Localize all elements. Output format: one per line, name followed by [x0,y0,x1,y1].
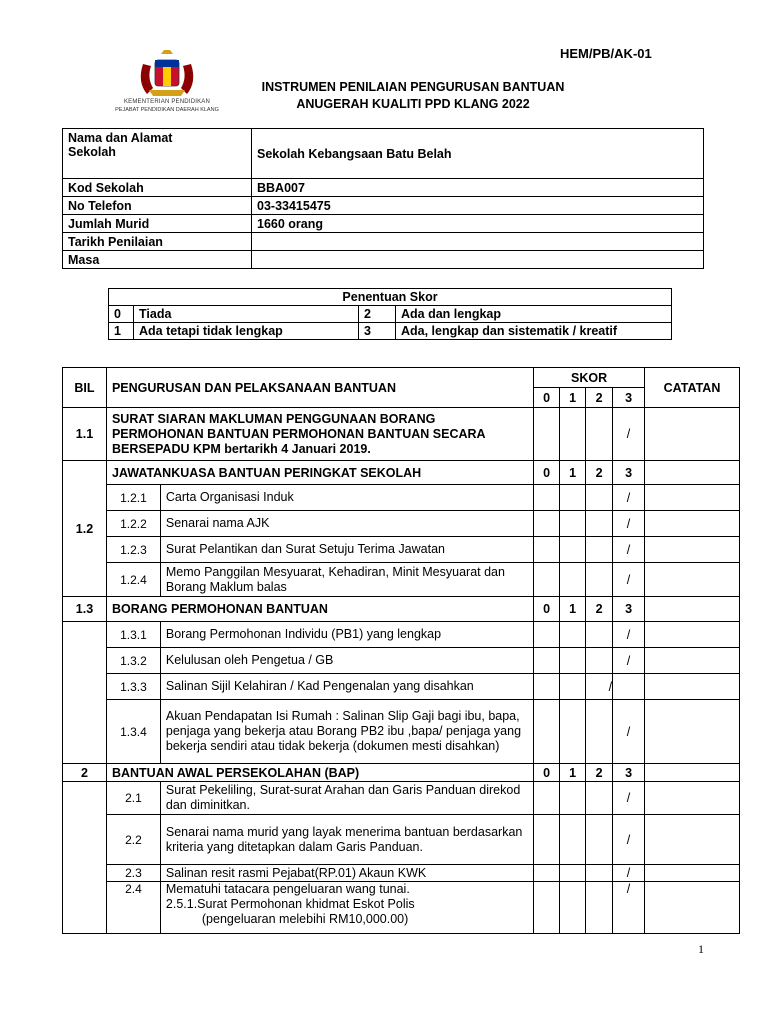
row-bil: 1.2 [63,461,107,597]
info-value: 03-33415475 [252,197,704,215]
score-label-1: 1 [560,461,586,485]
score-cell-3[interactable] [613,674,645,700]
item-number: 2.1 [106,782,160,815]
score-cell-3[interactable]: / [613,485,645,511]
section-heading-row [63,764,740,782]
score-label-1: 1 [560,764,586,782]
item-number: 2.3 [106,865,160,882]
score-label-0: 0 [534,461,560,485]
catatan-cell[interactable] [645,648,740,674]
document-code: HEM/PB/AK-01 [560,46,652,61]
score-cell-2[interactable]: / [586,674,613,700]
table-row [63,782,740,815]
header-score-1: 1 [560,388,586,408]
item-number: 1.3.4 [106,700,160,764]
score-cell-2[interactable] [586,882,613,934]
score-legend-number: 3 [359,323,396,340]
row-bil: 1.1 [63,408,107,461]
table-row [63,537,740,563]
item-text: Surat Pekeliling, Surat-surat Arahan dan Garis Panduan direkod dan diminitkan. [160,782,533,815]
catatan-cell[interactable] [645,597,740,622]
catatan-cell[interactable] [645,674,740,700]
score-label-2: 2 [586,764,613,782]
score-cell-3[interactable]: / [613,408,645,461]
catatan-cell[interactable] [645,537,740,563]
score-cell-2[interactable] [586,700,613,764]
item-subtext-note: (pengeluaran melebihi RM10,000.00) [201,912,409,926]
info-value [252,233,704,251]
score-cell-1[interactable] [560,700,586,764]
item-text: Salinan Sijil Kelahiran / Kad Pengenalan yang disahkan [160,674,533,700]
assessment-table [62,367,740,934]
score-legend-text: Tiada [134,306,359,323]
score-label-0: 0 [534,597,560,622]
score-cell-2[interactable] [586,563,613,597]
section-heading: BORANG PERMOHONAN BANTUAN [106,597,533,622]
item-number: 1.2.4 [106,563,160,597]
score-cell-0[interactable] [534,537,560,563]
item-text: Memo Panggilan Mesyuarat, Kehadiran, Minit Mesyuarat dan Borang Maklum balas [160,563,533,597]
score-label-0: 0 [534,764,560,782]
table-row [63,865,740,882]
item-text: Salinan resit rasmi Pejabat(RP.01) Akaun KWK [160,865,533,882]
catatan-cell[interactable] [645,882,740,934]
score-cell-3[interactable]: / [613,782,645,815]
score-cell-2[interactable] [586,865,613,882]
info-label: Nama dan Alamat Sekolah [63,129,252,179]
table-row [63,563,740,597]
catatan-cell[interactable] [645,563,740,597]
info-value [252,251,704,269]
score-cell-3[interactable]: / [613,815,645,865]
score-legend-number: 0 [109,306,134,323]
section-heading: BANTUAN AWAL PERSEKOLAHAN (BAP) [106,764,533,782]
item-text: Akuan Pendapatan Isi Rumah : Salinan Slip Gaji bagi ibu, bapa, penjaga yang bekerja atau Borang PB2 ibu ,bapa/ penjaga yang bekerja sendiri atau tidak bekerja (dokumen mesti disahkan) [160,700,533,764]
score-label-2: 2 [586,461,613,485]
score-cell-0[interactable] [534,674,560,700]
score-cell-1[interactable] [560,537,586,563]
score-cell-0[interactable] [534,622,560,648]
score-cell-1[interactable] [560,408,586,461]
info-label: Kod Sekolah [63,179,252,197]
header-pengurusan: PENGURUSAN DAN PELAKSANAAN BANTUAN [106,368,533,408]
item-number: 1.2.1 [106,485,160,511]
table-row [63,815,740,865]
score-label-3: 3 [613,461,645,485]
catatan-cell[interactable] [645,700,740,764]
info-value: BBA007 [252,179,704,197]
catatan-cell[interactable] [645,485,740,511]
item-number: 1.3.3 [106,674,160,700]
catatan-cell[interactable] [645,622,740,648]
section-heading: JAWATANKUASA BANTUAN PERINGKAT SEKOLAH [106,461,533,485]
score-cell-0[interactable] [534,700,560,764]
item-text-block [160,882,533,934]
table-row [63,648,740,674]
header-skor: SKOR [534,368,645,388]
score-legend-text: Ada tetapi tidak lengkap [134,323,359,340]
catatan-cell[interactable] [645,511,740,537]
score-cell-2[interactable] [586,648,613,674]
score-cell-1[interactable] [560,622,586,648]
item-number: 1.2.3 [106,537,160,563]
score-cell-1[interactable] [560,882,586,934]
item-number: 2.4 [106,882,160,934]
score-legend-title: Penentuan Skor [109,289,672,306]
item-number: 1.2.2 [106,511,160,537]
item-text: Mematuhi tatacara pengeluaran wang tunai. [165,882,410,896]
score-cell-2[interactable] [586,815,613,865]
info-value: 1660 orang [252,215,704,233]
score-label-1: 1 [560,597,586,622]
document-title-line2: ANUGERAH KUALITI PPD KLANG 2022 [296,97,530,111]
score-cell-3[interactable]: / [613,511,645,537]
table-row [63,882,740,934]
section-heading-row [63,597,740,622]
item-text: Kelulusan oleh Pengetua / GB [160,648,533,674]
row-bil: 2 [63,764,107,782]
table-row [63,511,740,537]
score-cell-1[interactable] [560,815,586,865]
item-number: 1.3.2 [106,648,160,674]
info-value: Sekolah Kebangsaan Batu Belah [252,129,704,179]
info-label: Jumlah Murid [63,215,252,233]
score-cell-0[interactable] [534,865,560,882]
score-cell-0[interactable] [534,882,560,934]
score-cell-2[interactable] [586,511,613,537]
score-cell-1[interactable] [560,782,586,815]
school-info-table [62,128,704,269]
catatan-cell[interactable] [645,815,740,865]
item-number: 1.3.1 [106,622,160,648]
catatan-cell[interactable] [645,461,740,485]
section-heading-row [63,461,740,485]
catatan-cell[interactable] [645,408,740,461]
score-cell-2[interactable] [586,622,613,648]
item-text: Senarai nama AJK [160,511,533,537]
score-cell-3[interactable]: / [613,537,645,563]
item-text: Borang Permohonan Individu (PB1) yang lengkap [160,622,533,648]
info-label: Tarikh Penilaian [63,233,252,251]
header-score-3: 3 [613,388,645,408]
score-legend-text: Ada dan lengkap [396,306,672,323]
table-row [63,700,740,764]
header-score-2: 2 [586,388,613,408]
score-cell-3[interactable]: / [613,700,645,764]
score-cell-3[interactable]: / [613,882,645,934]
score-cell-0[interactable] [534,815,560,865]
score-cell-2[interactable] [586,408,613,461]
score-cell-0[interactable] [534,511,560,537]
score-label-3: 3 [613,597,645,622]
score-cell-1[interactable] [560,485,586,511]
score-cell-0[interactable] [534,782,560,815]
table-row [63,622,740,648]
header-score-0: 0 [534,388,560,408]
item-number: 2.2 [106,815,160,865]
info-label: No Telefon [63,197,252,215]
header-catatan: CATATAN [645,368,740,408]
score-label-2: 2 [586,597,613,622]
row-bil: 1.3 [63,597,107,622]
score-label-3: 3 [613,764,645,782]
score-cell-2[interactable] [586,782,613,815]
logo-caption-ministry: KEMENTERIAN PENDIDIKAN [123,99,211,105]
document-title-line1: INSTRUMEN PENILAIAN PENGURUSAN BANTUAN [261,80,565,94]
row-text: SURAT SIARAN MAKLUMAN PENGGUNAAN BORANG PERMOHONAN BANTUAN PERMOHONAN BANTUAN SECARA BERSEPADU KPM bertarikh 4 Januari 2019. [106,408,533,461]
catatan-cell[interactable] [645,764,740,782]
score-legend-number: 2 [359,306,396,323]
score-cell-0[interactable] [534,563,560,597]
score-cell-1[interactable] [560,563,586,597]
score-cell-0[interactable] [534,408,560,461]
score-cell-3[interactable]: / [613,648,645,674]
score-legend-text: Ada, lengkap dan sistematik / kreatif [396,323,672,340]
item-text: Surat Pelantikan dan Surat Setuju Terima Jawatan [160,537,533,563]
item-subtext: 2.5.1.Surat Permohonan khidmat Eskot Polis [165,897,415,911]
page-number: 1 [698,942,704,956]
score-cell-1[interactable] [560,648,586,674]
score-cell-2[interactable] [586,537,613,563]
catatan-cell[interactable] [645,865,740,882]
score-cell-3[interactable]: / [613,865,645,882]
catatan-cell[interactable] [645,782,740,815]
score-cell-3[interactable]: / [613,563,645,597]
header-bil: BIL [63,368,107,408]
score-legend-number: 1 [109,323,134,340]
score-cell-2[interactable] [586,485,613,511]
info-label: Masa [63,251,252,269]
table-row [63,408,740,461]
score-cell-3[interactable]: / [613,622,645,648]
score-cell-1[interactable] [560,865,586,882]
table-row [63,674,740,700]
score-cell-0[interactable] [534,485,560,511]
score-cell-1[interactable] [560,674,586,700]
item-text: Carta Organisasi Induk [160,485,533,511]
logo-caption-office: PEJABAT PENDIDIKAN DAERAH KLANG [115,107,219,113]
table-row [63,485,740,511]
score-cell-0[interactable] [534,648,560,674]
score-legend-table [108,288,672,340]
score-cell-1[interactable] [560,511,586,537]
item-text: Senarai nama murid yang layak menerima bantuan berdasarkan kriteria yang ditetapkan dalam Garis Panduan. [160,815,533,865]
